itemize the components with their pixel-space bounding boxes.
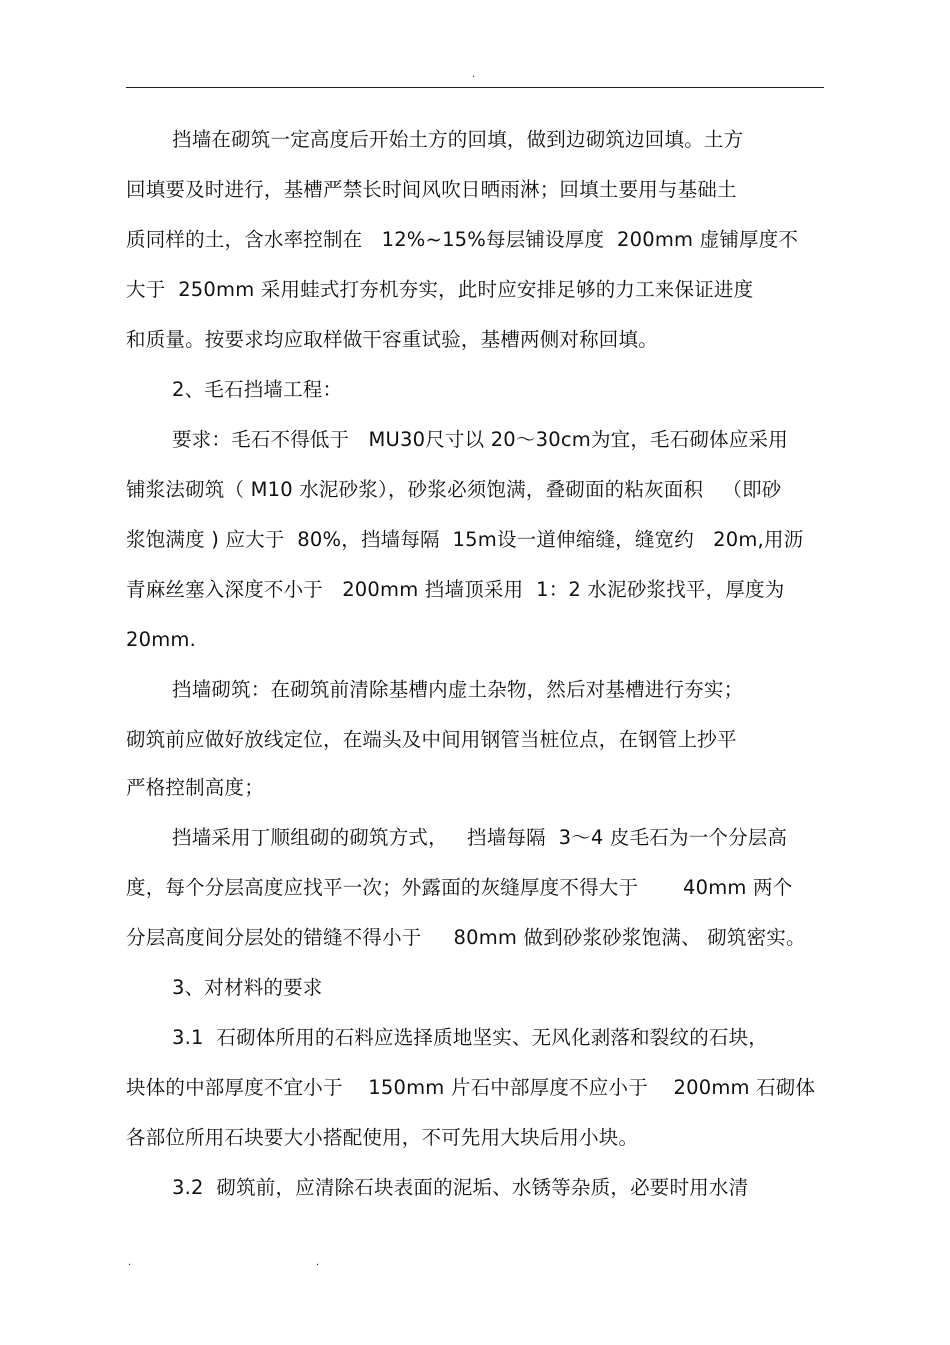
header-rule bbox=[126, 87, 824, 88]
footer-mark-right: . bbox=[316, 1257, 320, 1268]
text-line: 20mm. bbox=[126, 628, 197, 651]
text-line: 3.1 石砌体所用的石料应选择质地坚实、无风化剥落和裂纹的石块， bbox=[172, 1026, 769, 1049]
text-line: 块体的中部厚度不宜小于 150mm 片石中部厚度不应小于 200mm 石砌体 bbox=[126, 1076, 816, 1099]
header-mark: . bbox=[472, 69, 476, 80]
text-line: 大于 250mm 采用蛙式打夯机夯实，此时应安排足够的力工来保证进度 bbox=[126, 278, 754, 301]
text-line: 铺浆法砌筑（ M10 水泥砂浆），砂浆必须饱满，叠砌面的粘灰面积 （即砂 bbox=[126, 478, 782, 501]
text-line: 要求：毛石不得低于 MU30尺寸以 20～30cm为宜，毛石砌体应采用 bbox=[172, 428, 788, 451]
text-line: 各部位所用石块要大小搭配使用，不可先用大块后用小块。 bbox=[126, 1126, 639, 1149]
text-line: 挡墙在砌筑一定高度后开始土方的回填，做到边砌筑边回填。土方 bbox=[172, 128, 744, 151]
footer-mark-left: . bbox=[128, 1257, 132, 1268]
text-line: 质同样的土，含水率控制在 12%~15%每层铺设厚度 200mm 虚铺厚度不 bbox=[126, 228, 799, 251]
text-line: 挡墙采用丁顺组砌的砌筑方式， 挡墙每隔 3～4 皮毛石为一个分层高 bbox=[172, 826, 788, 849]
text-line: 回填要及时进行，基槽严禁长时间风吹日晒雨淋；回填土要用与基础土 bbox=[126, 178, 737, 201]
text-line: 和质量。按要求均应取样做干容重试验，基槽两侧对称回填。 bbox=[126, 328, 658, 351]
text-line: 青麻丝塞入深度不小于 200mm 挡墙顶采用 1：2 水泥砂浆找平，厚度为 bbox=[126, 578, 785, 601]
text-line: 分层高度间分层处的错缝不得小于 80mm 做到砂浆砂浆饱满、 砌筑密实。 bbox=[126, 926, 806, 949]
text-line: 严格控制高度； bbox=[126, 776, 264, 799]
text-line: 3.2 砌筑前，应清除石块表面的泥垢、水锈等杂质，必要时用水清 bbox=[172, 1176, 749, 1199]
text-line: 砌筑前应做好放线定位，在端头及中间用钢管当桩位点，在钢管上抄平 bbox=[126, 728, 737, 751]
section-heading: 3、对材料的要求 bbox=[172, 976, 323, 999]
text-line: 浆饱满度 ) 应大于 80%，挡墙每隔 15m设一道伸缩缝，缝宽约 20m,用沥 bbox=[126, 528, 804, 551]
text-line: 度，每个分层高度应找平一次；外露面的灰缝厚度不得大于 40mm 两个 bbox=[126, 876, 793, 899]
section-heading: 2、毛石挡墙工程： bbox=[172, 378, 343, 401]
text-line: 挡墙砌筑：在砌筑前清除基槽内虚土杂物，然后对基槽进行夯实； bbox=[172, 678, 744, 701]
